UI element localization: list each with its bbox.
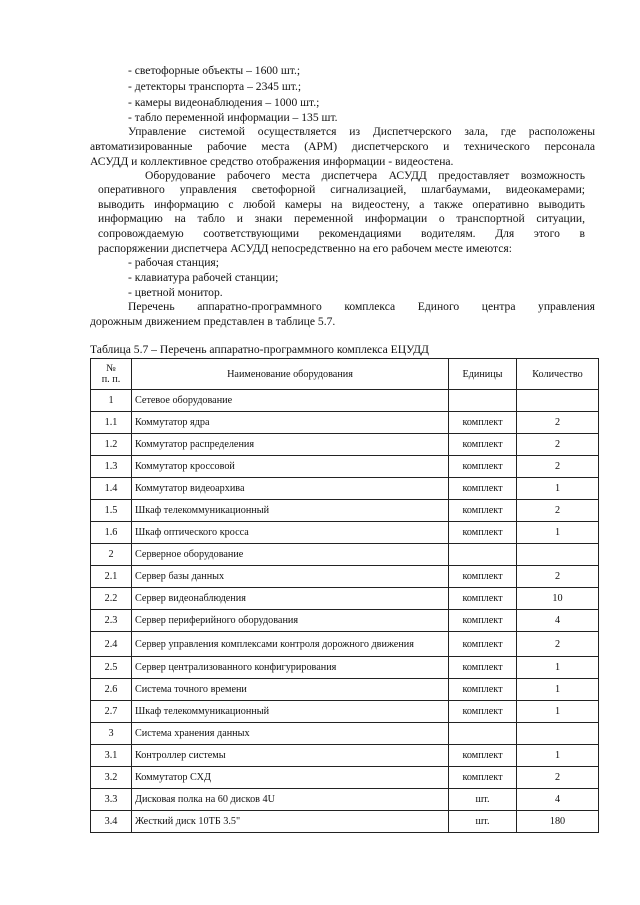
row-unit: комплект [449,745,517,767]
paragraph3-line2: дорожным движением представлен в таблице 5.7. [90,315,336,328]
table-row [91,745,599,767]
paragraph2-line2: оперативного управления светофорной сигнализацией, шлагбаумами, видеокамерами; [98,183,585,196]
table-row [91,767,599,789]
table-row [91,811,599,833]
header-name: Наименование оборудования [132,359,449,390]
row-number: 1.5 [91,500,132,522]
row-number: 3.3 [91,789,132,811]
row-unit: шт. [449,789,517,811]
row-number: 1.1 [91,412,132,434]
row-unit: комплект [449,657,517,679]
row-unit: комплект [449,632,517,657]
row-quantity: 2 [517,500,599,522]
row-number: 2.7 [91,701,132,723]
bullet-workstation: - рабочая станция; [128,256,219,269]
row-equipment-name: Жесткий диск 10ТБ 3.5" [132,811,449,833]
row-quantity: 1 [517,657,599,679]
table-row [91,544,599,566]
row-unit: комплект [449,767,517,789]
row-quantity: 1 [517,745,599,767]
table-row [91,723,599,745]
header-unit: Единицы [449,359,517,390]
row-equipment-name: Шкаф телекоммуникационный [132,500,449,522]
row-equipment-name: Система точного времени [132,679,449,701]
row-unit: комплект [449,610,517,632]
table-row [91,522,599,544]
row-quantity: 1 [517,701,599,723]
row-unit: комплект [449,478,517,500]
row-equipment-name: Коммутатор видеоархива [132,478,449,500]
row-quantity [517,390,599,412]
paragraph1-line2: автоматизированные рабочие места (АРМ) диспетчерского и технического персонала [90,140,595,153]
table-row [91,456,599,478]
table-row [91,657,599,679]
row-unit: комплект [449,412,517,434]
row-equipment-name: Сервер базы данных [132,566,449,588]
row-number: 1.3 [91,456,132,478]
row-equipment-name: Коммутатор распределения [132,434,449,456]
row-equipment-name: Контроллер системы [132,745,449,767]
row-unit [449,390,517,412]
row-equipment-name: Дисковая полка на 60 дисков 4U [132,789,449,811]
row-equipment-name: Коммутатор кроссовой [132,456,449,478]
row-equipment-name: Сервер централизованного конфигурирования [132,657,449,679]
row-number: 2.2 [91,588,132,610]
row-equipment-name: Шкаф телекоммуникационный [132,701,449,723]
row-quantity: 2 [517,456,599,478]
header-qty: Количество [517,359,599,390]
row-number: 1.6 [91,522,132,544]
table-row [91,566,599,588]
paragraph2-line6: распоряжении диспетчера АСУДД непосредственно на его рабочем месте имеются: [98,242,512,255]
row-equipment-name: Серверное оборудование [132,544,449,566]
row-quantity: 1 [517,679,599,701]
row-number: 1.4 [91,478,132,500]
row-quantity: 2 [517,434,599,456]
row-quantity: 1 [517,522,599,544]
row-unit: комплект [449,588,517,610]
row-quantity: 2 [517,412,599,434]
table-row [91,789,599,811]
row-quantity: 2 [517,767,599,789]
row-equipment-name: Шкаф оптического кросса [132,522,449,544]
row-unit [449,544,517,566]
row-quantity [517,544,599,566]
row-unit: комплект [449,679,517,701]
row-unit: комплект [449,566,517,588]
row-number: 1 [91,390,132,412]
table-row [91,434,599,456]
bullet-boards: - табло переменной информации – 135 шт. [128,111,338,124]
bullet-detectors: - детекторы транспорта – 2345 шт.; [128,80,302,93]
row-number: 2.4 [91,632,132,657]
table-row [91,500,599,522]
row-equipment-name: Сетевое оборудование [132,390,449,412]
paragraph2-line3: выводить информацию с любой камеры на видеостену, а также оперативно выводить [98,198,585,211]
paragraph2-line4: информацию на табло и знаки переменной информации о транспортной ситуации, [98,212,585,225]
row-number: 3 [91,723,132,745]
paragraph1-line3: АСУДД и коллективное средство отображения информации - видеостена. [90,155,454,168]
row-quantity: 4 [517,789,599,811]
table-row [91,412,599,434]
table-row [91,610,599,632]
row-equipment-name: Коммутатор ядра [132,412,449,434]
row-number: 2.3 [91,610,132,632]
paragraph2-line5: сопровождаемую соответствующими рекомендациями водителям. Для этого в [98,227,585,240]
row-equipment-name: Сервер периферийного оборудования [132,610,449,632]
row-unit: комплект [449,456,517,478]
table-row [91,390,599,412]
table-row [91,679,599,701]
row-number: 2.5 [91,657,132,679]
paragraph2-line1: Оборудование рабочего места диспетчера АСУДД предоставляет возможность [145,169,585,182]
bullet-traffic-lights: - светофорные объекты – 1600 шт.; [128,64,301,77]
row-number: 3.4 [91,811,132,833]
row-quantity: 1 [517,478,599,500]
equipment-table [90,358,599,833]
paragraph1-line1: Управление системой осуществляется из Диспетчерского зала, где расположены [128,125,595,138]
row-number: 2 [91,544,132,566]
table-row [91,478,599,500]
row-unit: комплект [449,500,517,522]
row-unit: комплект [449,701,517,723]
row-quantity: 2 [517,632,599,657]
row-equipment-name: Сервер управления комплексами контроля дорожного движения [132,632,449,657]
row-equipment-name: Система хранения данных [132,723,449,745]
bullet-cameras: - камеры видеонаблюдения – 1000 шт.; [128,96,320,109]
table-row [91,701,599,723]
bullet-monitor: - цветной монитор. [128,286,223,299]
row-unit: комплект [449,522,517,544]
row-equipment-name: Сервер видеонаблюдения [132,588,449,610]
row-unit: комплект [449,434,517,456]
paragraph3-line1: Перечень аппаратно-программного комплекса Единого центра управления [128,300,595,313]
row-number: 2.6 [91,679,132,701]
table-header-row [91,359,599,390]
row-number: 1.2 [91,434,132,456]
row-quantity: 10 [517,588,599,610]
row-equipment-name: Коммутатор СХД [132,767,449,789]
table-caption: Таблица 5.7 – Перечень аппаратно-программного комплекса ЕЦУДД [90,343,429,356]
row-quantity: 180 [517,811,599,833]
row-number: 3.2 [91,767,132,789]
row-unit [449,723,517,745]
row-unit: шт. [449,811,517,833]
header-num: № п. п. [91,359,132,390]
row-quantity: 2 [517,566,599,588]
table-row [91,632,599,657]
row-number: 2.1 [91,566,132,588]
row-number: 3.1 [91,745,132,767]
bullet-keyboard: - клавиатура рабочей станции; [128,271,279,284]
row-quantity [517,723,599,745]
row-quantity: 4 [517,610,599,632]
table-row [91,588,599,610]
